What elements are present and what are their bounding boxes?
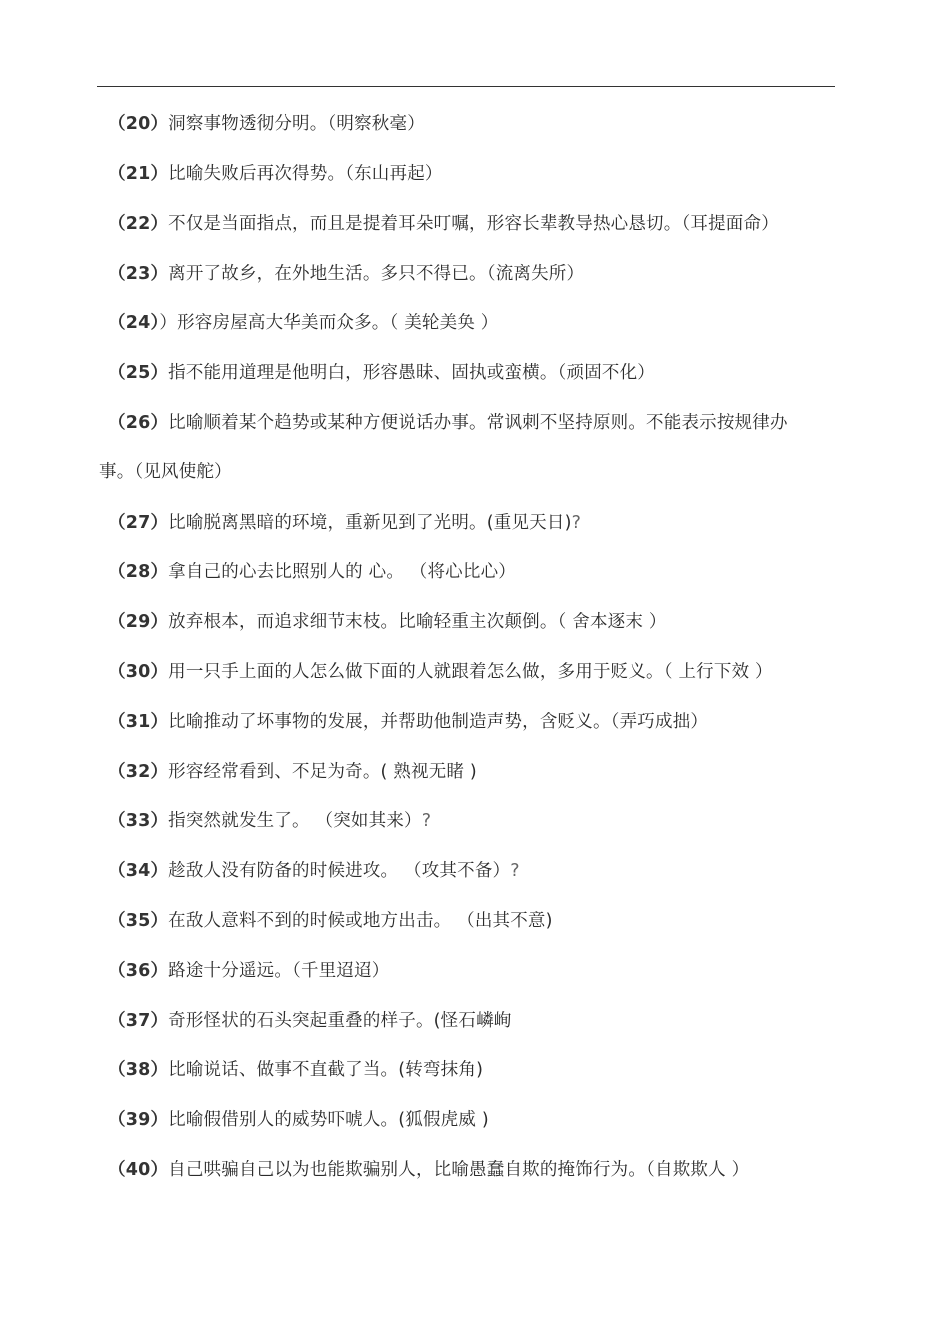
entry-number: （20） [108,114,169,134]
entry-text: 放弃根本，而追求细节末枝。比喻轻重主次颠倒。（ 舍本逐末 ） [168,612,667,632]
entry-39 [108,1109,838,1131]
entry-30 [108,661,838,683]
entry-number: （26） [108,413,169,433]
entry-number: （32） [108,762,169,782]
entry-text: 比喻推动了坏事物的发展，并帮助他制造声势，含贬义。（弄巧成拙） [168,712,709,732]
entry-number: （36） [108,961,169,981]
entry-35 [108,910,838,932]
entry-23 [108,263,838,285]
entry-21 [108,163,838,185]
entry-36 [108,960,838,982]
entry-number: （31） [108,712,169,732]
entry-22 [108,213,838,235]
entry-text: 路途十分遥远。（千里迢迢） [168,961,390,981]
entry-26-continued [99,461,829,483]
entry-text: 指突然就发生了。 （突如其来） [168,811,422,831]
header-rule [97,86,835,87]
entry-text: 事。（见风使舵） [99,462,232,482]
entry-text: 比喻失败后再次得势。（东山再起） [168,164,443,184]
entry-38 [108,1059,838,1081]
entry-text: ）形容房屋高大华美而众多。（ 美轮美奂 ） [159,313,499,333]
entry-number: （23） [108,264,169,284]
entry-text: 自己哄骗自己以为也能欺骗别人，比喻愚蠢自欺的掩饰行为。（自欺欺人 ） [168,1160,750,1180]
entry-24 [108,312,838,334]
entry-number: （35） [108,911,169,931]
entry-33 [108,810,838,832]
entry-number: （29） [108,612,169,632]
entry-number: （33） [108,811,169,831]
entry-40 [108,1159,838,1181]
entry-25 [108,362,838,384]
entry-text: 比喻说话、做事不直截了当。(转弯抹角) [168,1060,484,1080]
question-mark: ? [571,513,582,533]
entry-text: 指不能用道理是他明白，形容愚昧、固执或蛮横。（顽固不化） [168,363,656,383]
entry-text: 不仅是当面指点，而且是提着耳朵叮嘱，形容长辈教导热心恳切。（耳提面命） [168,214,779,234]
entry-number: （38） [108,1060,169,1080]
entry-34 [108,860,838,882]
entry-text: 拿自己的心去比照别人的 心。 （将心比心） [168,562,516,582]
entry-number: （28） [108,562,169,582]
entry-text: 洞察事物透彻分明。（明察秋毫） [168,114,425,134]
entry-number: （27） [108,513,169,533]
entry-28 [108,561,838,583]
entry-number: （37） [108,1011,169,1031]
entry-31 [108,711,838,733]
entry-number: （30） [108,662,169,682]
entry-text: 趁敌人没有防备的时候进攻。 （攻其不备） [168,861,511,881]
entry-text: 用一只手上面的人怎么做下面的人就跟着怎么做，多用于贬义。（ 上行下效 ） [168,662,773,682]
entry-37 [108,1010,838,1032]
entry-20 [108,113,838,135]
entry-text: 形容经常看到、不足为奇。( 熟视无睹 ) [168,762,477,782]
entry-text: 比喻脱离黑暗的环境，重新见到了光明。(重见天日) [168,513,572,533]
entry-number: （22） [108,214,169,234]
question-mark: ? [510,861,520,881]
entry-number: （34） [108,861,169,881]
entry-text: 离开了故乡，在外地生活。多只不得已。（流离失所） [168,264,585,284]
entry-text: 比喻顺着某个趋势或某种方便说话办事。常讽刺不坚持原则。不能表示按规律办 [168,413,788,433]
entry-27 [108,512,838,534]
entry-26 [108,412,838,434]
question-mark: ? [421,811,432,831]
entry-32 [108,761,838,783]
entry-text: 奇形怪状的石头突起重叠的样子。(怪石嶙峋 [168,1011,512,1031]
entry-number: （40） [108,1160,169,1180]
entry-number: （24） [108,313,160,333]
entry-text: 比喻假借别人的威势吓唬人。(狐假虎威 ) [168,1110,489,1130]
entry-text: 在敌人意料不到的时候或地方出击。 （出其不意) [168,911,553,931]
entry-number: （25） [108,363,169,383]
entry-number: （39） [108,1110,169,1130]
entry-29 [108,611,838,633]
entry-number: （21） [108,164,169,184]
